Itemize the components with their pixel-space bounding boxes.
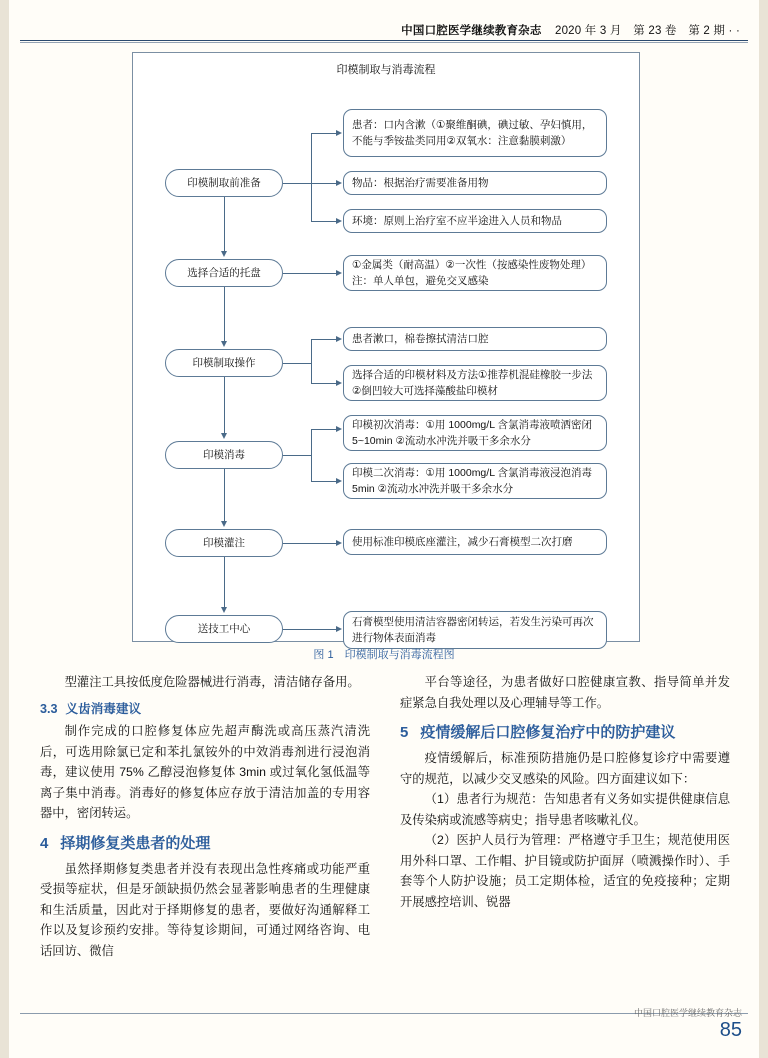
flow-connector	[224, 197, 225, 253]
section-title: 择期修复类患者的处理	[60, 834, 211, 852]
flow-connector	[224, 557, 225, 609]
running-head-dots: · ·	[728, 25, 740, 37]
section-number: 5	[400, 724, 409, 741]
figure-caption: 图 1 印模制取与消毒流程图	[313, 649, 455, 661]
flow-detail-material: 选择合适的印模材料及方法①推荐机混硅橡胶一步法②倒凹较大可选择藻酸盐印模材	[343, 365, 607, 401]
flow-arrow	[336, 540, 342, 546]
column-right	[400, 672, 730, 912]
flow-connector	[283, 363, 311, 364]
paragraph: 制作完成的口腔修复体应先超声酶洗或高压蒸汽清洗后，可选用除氯已定和苯扎氯铵外的中效消毒剂进行浸泡消毒，建议使用 75% 乙醇浸泡修复体 3min 或过氧化氢低温等离子集中消毒。消毒好的修复体应存放于清洁加盖的专用容器中，密闭转运。	[40, 724, 370, 820]
flow-arrow	[221, 521, 227, 527]
paragraph: （2）医护人员行为管理：严格遵守手卫生；规范使用医用外科口罩、工作帽、护目镜或防护面屏（喷溅操作时）、手套等个人防护设施；员工定期体检，适宜的免疫接种；定期开展感控培训、锐器	[400, 833, 730, 909]
page-footer	[634, 1006, 742, 1040]
flow-connector	[311, 133, 312, 221]
flow-arrow	[221, 433, 227, 439]
section-number: 4	[40, 834, 49, 852]
flow-arrow	[336, 380, 342, 386]
paragraph: （1）患者行为规范：告知患者有义务如实提供健康信息及传染病或流感等病史；指导患者咳嗽礼仪。	[400, 792, 730, 827]
flow-connector	[311, 383, 337, 384]
header-rule	[20, 40, 748, 41]
article-body	[40, 672, 730, 1012]
section-number: 3.3	[40, 701, 58, 716]
flow-arrow	[336, 478, 342, 484]
flow-connector	[283, 543, 337, 544]
running-head-journal: 中国口腔医学继续教育杂志	[401, 25, 542, 37]
page-edge-left	[0, 0, 9, 1058]
figure-inner-title: 印模制取与消毒流程	[336, 64, 436, 76]
flowchart	[133, 77, 639, 665]
flow-arrow	[336, 130, 342, 136]
paragraph: 型灌注工具按低度危险器械进行消毒，清洁储存备用。	[64, 675, 360, 689]
flow-arrow	[336, 270, 342, 276]
page-edge-right	[759, 0, 768, 1058]
flow-arrow	[221, 251, 227, 257]
flow-detail-tray: ①金属类（耐高温）②一次性（按感染性废物处理）注：单人单包，避免交叉感染	[343, 255, 607, 291]
section-heading-5	[400, 721, 730, 745]
flow-connector	[224, 469, 225, 523]
flow-connector	[224, 377, 225, 435]
flow-connector	[224, 287, 225, 343]
flow-detail-second-disinfection: 印模二次消毒：①用 1000mg/L 含氯消毒液浸泡消毒 5min ②流动水冲洗并吸干多余水分	[343, 463, 607, 499]
flow-detail-rinse: 患者漱口，棉卷擦拭清洁口腔	[343, 327, 607, 351]
flow-arrow	[336, 426, 342, 432]
flow-node-impression: 印模制取操作	[165, 349, 283, 377]
flow-detail-environment: 环境：原则上治疗室不应半途进入人员和物品	[343, 209, 607, 233]
flow-detail-transport: 石膏模型使用清洁容器密闭转运，若发生污染可再次进行物体表面消毒	[343, 611, 607, 649]
paragraph: 平台等途径，为患者做好口腔健康宣教、指导简单并发症紧急自我处理以及心理辅导等工作。	[400, 675, 730, 710]
flow-detail-items: 物品：根据治疗需要准备用物	[343, 171, 607, 195]
flow-connector	[311, 339, 312, 383]
flow-node-pour: 印模灌注	[165, 529, 283, 557]
flow-connector	[311, 429, 337, 430]
running-head	[0, 22, 740, 38]
flow-connector	[311, 339, 337, 340]
section-heading-4	[40, 832, 370, 856]
flow-connector	[283, 629, 337, 630]
paragraph: 虽然择期修复类患者并没有表现出急性疼痛或功能严重受损等症状，但是牙颌缺损仍然会显著影响患者的生理健康和生活质量，因此对于择期修复的患者，要做好沟通解释工作以及复诊预约安排。等待复诊期间，可通过网络咨询、电话回访、微信	[40, 861, 370, 958]
figure-box	[132, 52, 640, 642]
flow-connector	[311, 133, 337, 134]
section-heading-3-3	[40, 699, 370, 720]
running-head-issue: 2020 年 3 月 第 23 卷 第 2 期	[554, 25, 726, 37]
flow-connector	[311, 429, 312, 481]
flow-arrow	[221, 341, 227, 347]
flow-node-lab: 送技工中心	[165, 615, 283, 643]
paragraph: 疫情缓解后，标准预防措施仍是口腔修复诊疗中需要遵守的规范，以减少交叉感染的风险。四方面建议如下：	[400, 751, 730, 786]
flow-arrow	[221, 607, 227, 613]
flow-connector	[311, 221, 337, 222]
column-left	[40, 672, 370, 961]
flow-arrow	[336, 180, 342, 186]
page-number: 85	[719, 1019, 742, 1041]
section-title: 义齿消毒建议	[65, 701, 142, 716]
flow-detail-pour: 使用标准印模底座灌注，减少石膏模型二次打磨	[343, 529, 607, 555]
flow-arrow	[336, 336, 342, 342]
flow-connector	[283, 273, 337, 274]
flow-connector	[311, 481, 337, 482]
flow-detail-first-disinfection: 印模初次消毒：①用 1000mg/L 含氯消毒液喷洒密闭 5~10min ②流动水冲洗并吸干多余水分	[343, 415, 607, 451]
footer-journal-name: 中国口腔医学继续教育杂志	[633, 1008, 742, 1018]
flow-connector	[311, 183, 337, 184]
flow-node-prepare: 印模制取前准备	[165, 169, 283, 197]
section-title: 疫情缓解后口腔修复治疗中的防护建议	[420, 724, 676, 741]
flow-arrow	[336, 218, 342, 224]
flow-arrow	[336, 626, 342, 632]
flow-detail-patient: 患者：口内含漱（①聚维酮碘，碘过敏、孕妇慎用，不能与季铵盐类同用②双氧水：注意黏膜刺激）	[343, 109, 607, 157]
flow-connector	[283, 455, 311, 456]
flow-node-tray: 选择合适的托盘	[165, 259, 283, 287]
flow-node-disinfect: 印模消毒	[165, 441, 283, 469]
